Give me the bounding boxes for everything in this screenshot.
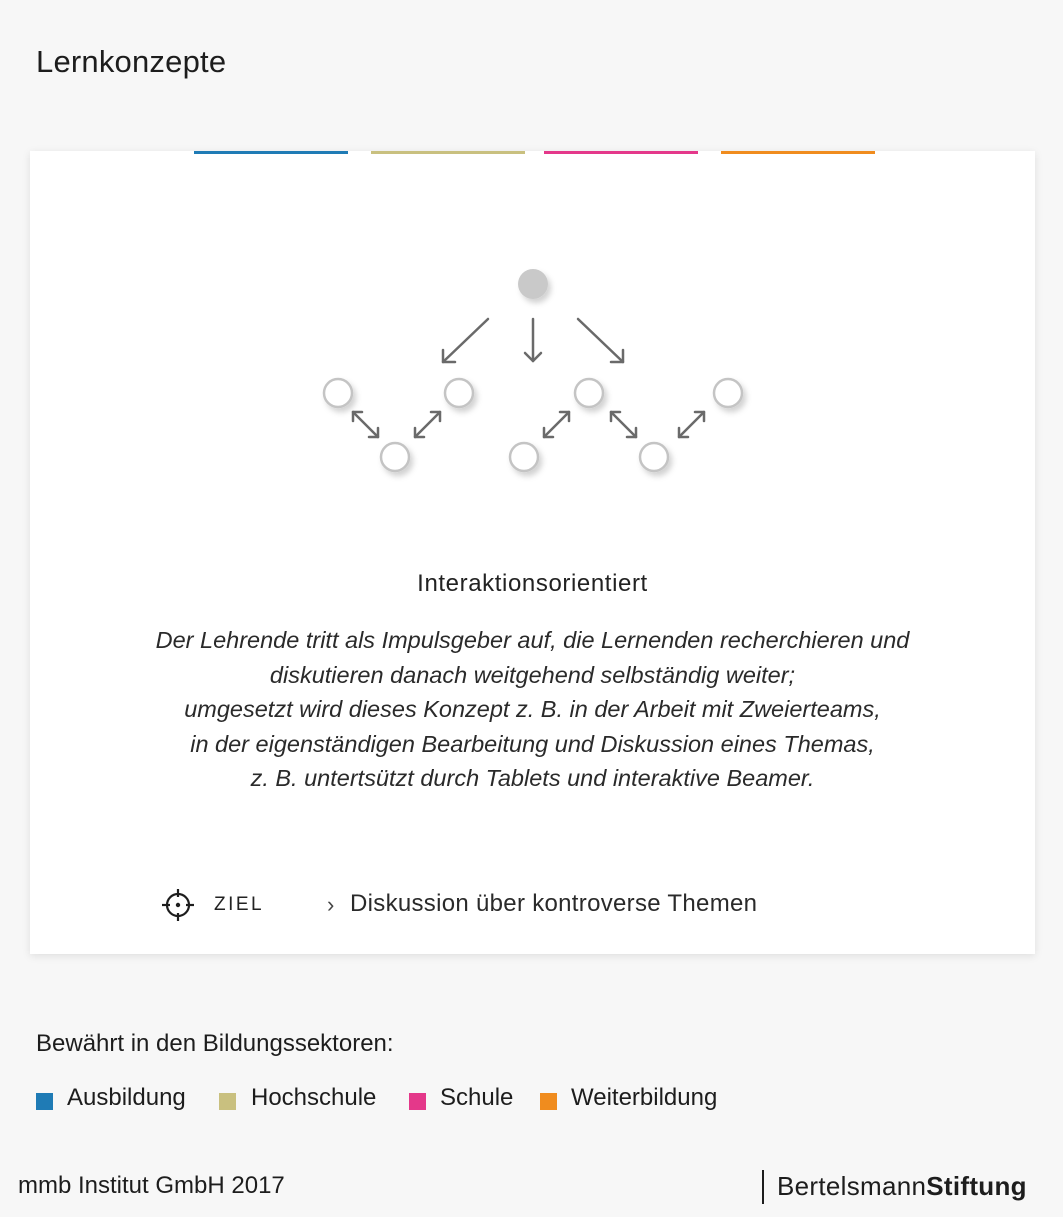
- arrow-down-right-icon: [578, 319, 623, 362]
- source-credit: mmb Institut GmbH 2017: [18, 1172, 285, 1199]
- legend-swatch: [540, 1093, 557, 1110]
- exchange-arrow-icon: [679, 412, 704, 437]
- page-title: Lernkonzepte: [36, 44, 227, 79]
- learner-node: [640, 443, 668, 471]
- goal-value: Diskussion über kontroverse Themen: [350, 890, 758, 917]
- concept-card: [30, 151, 1035, 954]
- learner-node: [324, 379, 352, 407]
- chevron-right-icon: ›: [327, 892, 335, 917]
- legend-label: Schule: [440, 1084, 514, 1111]
- learner-node: [445, 379, 473, 407]
- legend-title: Bewährt in den Bildungssektoren:: [36, 1030, 394, 1057]
- brand-bold: Stiftung: [926, 1171, 1027, 1201]
- concept-description: [90, 623, 975, 796]
- exchange-arrow-icon: [415, 412, 440, 437]
- legend-label: Ausbildung: [67, 1084, 186, 1111]
- brand-divider: [762, 1170, 764, 1204]
- sector-legend: [36, 1084, 936, 1116]
- exchange-arrow-icon: [611, 412, 636, 437]
- goal-row: [160, 885, 960, 925]
- teacher-node: [518, 269, 548, 299]
- concept-title: Interaktionsorientiert: [417, 570, 648, 597]
- learner-node: [510, 443, 538, 471]
- brand-regular: Bertelsmann: [777, 1171, 927, 1201]
- learner-node: [381, 443, 409, 471]
- goal-label: ZIEL: [214, 894, 265, 915]
- legend-label: Weiterbildung: [571, 1084, 718, 1111]
- legend-swatch: [409, 1093, 426, 1110]
- description-line: diskutieren danach weitgehend selbständig weiter;: [269, 661, 796, 688]
- description-line: z. B. untertsützt durch Tablets und interaktive Beamer.: [250, 765, 815, 791]
- learner-node: [575, 379, 603, 407]
- brand-logo: [777, 1171, 1027, 1202]
- learner-node: [714, 379, 742, 407]
- crosshair-target-icon: [160, 887, 196, 923]
- description-line: in der eigenständigen Bearbeitung und Diskussion eines Themas,: [190, 730, 875, 757]
- legend-swatch: [219, 1093, 236, 1110]
- exchange-arrow-icon: [544, 412, 569, 437]
- legend-label: Hochschule: [251, 1084, 377, 1111]
- arrow-down-icon: [525, 319, 541, 361]
- exchange-arrow-icon: [353, 412, 378, 437]
- interaction-network-icon: [30, 151, 1035, 531]
- description-line: Der Lehrende tritt als Impulsgeber auf, die Lernenden recherchieren und: [155, 627, 910, 653]
- legend-swatch: [36, 1093, 53, 1110]
- arrow-down-left-icon: [443, 319, 488, 362]
- description-line: umgesetzt wird dieses Konzept z. B. in der Arbeit mit Zweierteams,: [184, 696, 881, 722]
